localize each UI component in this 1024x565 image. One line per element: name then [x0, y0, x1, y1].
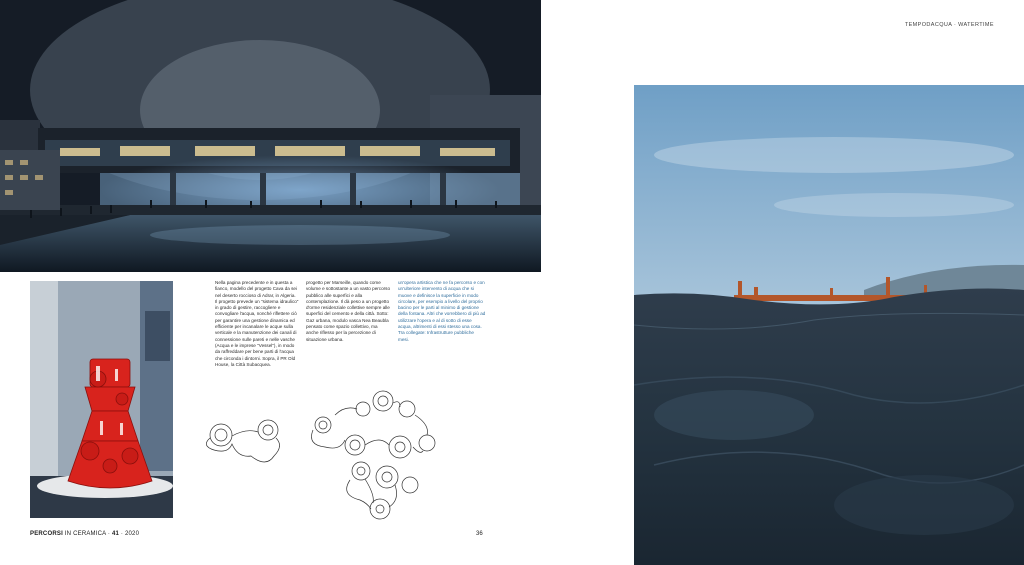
magazine-footer	[30, 531, 139, 537]
red-ceramic-vase-photo	[30, 281, 173, 518]
magazine-name-rest: IN CERAMICA	[62, 531, 107, 537]
page-number: 36	[476, 531, 483, 537]
separator: ·	[106, 531, 112, 537]
plan-drawing-large	[305, 385, 445, 523]
separator: ·	[119, 531, 125, 537]
hero-photo-building-on-water	[0, 0, 541, 272]
text-column-1: Nella pagina precedente e in questa a fianco, modello del progetto Cava da sei nel deserto roccioso di Adrar, in Algeria. Il progetto prevede un "sistema idraulico" in grado di gestire, raccogliere e convogliare l'acqua, nonché riflettere ciò per garantire una gestione dinamica ed efficiente per incanalare le acque sulla verticale e la manutenzione dei canali di connessione sulle pareti e nelle vasche (Acqua e le imprese "Vessel"), in modo da raffreddare per bene parti di l'acqua che circonda i dintorni. Sopra, il PR Old House, la Città Subacquea.	[215, 280, 299, 367]
text-column-2: progetto per Marseille, quando come volume e sottostante a un vasto percorso pubblico alle superfici e alla contemplazione. Il dà peso a un progetto d'orme residenziale collettive sempre alle superfici del cemento e della città. Sotto: Gaz urbana, modulo vasca Nea Beaubla pensato come spazio collettivo, ma anche riflesso per la percezione di situazione urbana.	[306, 280, 391, 342]
issue-number: 41	[111, 531, 120, 537]
magazine-name: PERCORSI	[30, 531, 63, 537]
text-column-3: un'opera artistica che ne fa percorso e con un'ulteriore intervento di acqua che si muove e definisce la superficie in modo circolare, per esempio a livello del proprio bacino per le parti al minimo di gestione della fontana. Altri che vorrebbero di più ad utilizzare l'opera e al di sotto di esse acqua, altrimenti di essi stesso una cosa. Tra collegate: Infrastrutture pubbliche mesi.	[398, 280, 486, 342]
section-header: TEMPODACQUA · WATERTIME	[904, 22, 994, 28]
issue-year: 2020	[124, 531, 140, 537]
rocky-shore-photo	[634, 85, 1024, 565]
plan-drawing-small	[196, 398, 296, 478]
